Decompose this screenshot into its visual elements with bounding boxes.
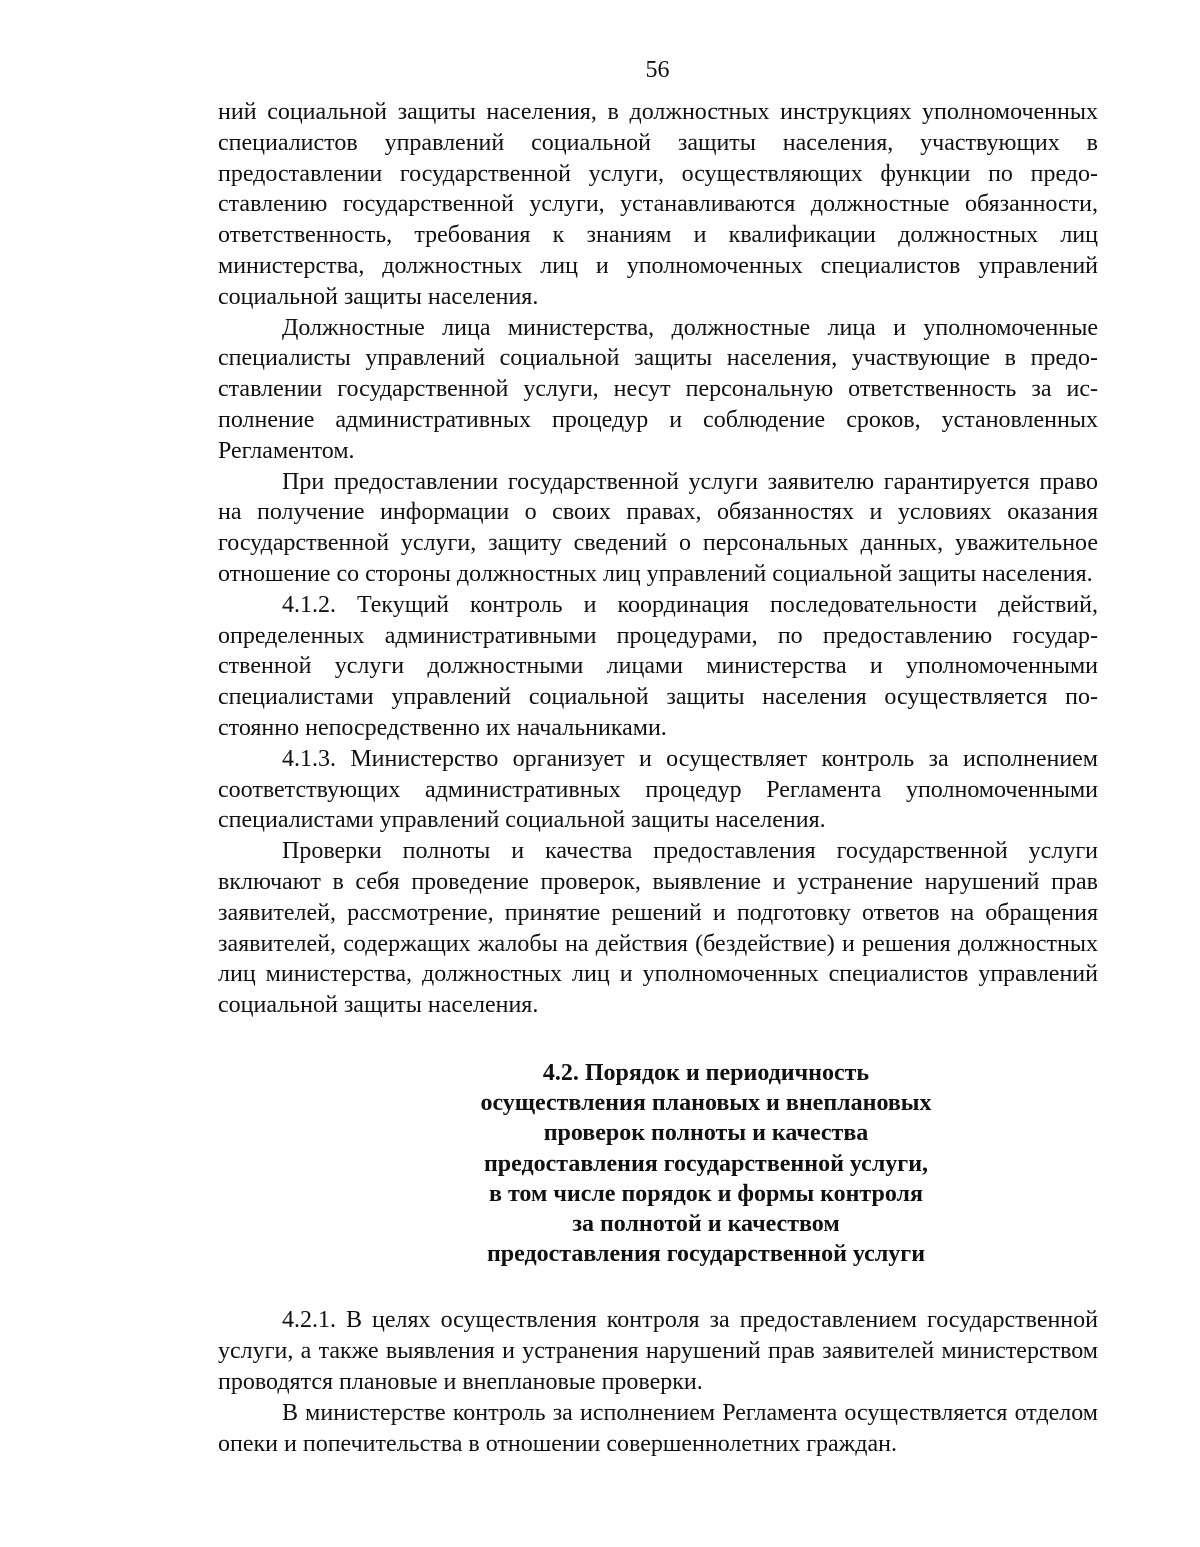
paragraph-4-2-1: 4.2.1. В целях осуществления контроля за предоставлением государственной услуги, а также выявления и устранения нарушений прав заявителей министерством проводятся плановые и внеплановые проверки. bbox=[218, 1307, 1098, 1395]
paragraph-inspections: Проверки полноты и качества предоставления государственной услуги включают в себя проведение проверок, выявление и устранение нарушений прав заявителей, рассмотрение, принятие решений и подготовку ответов на обращения заявителей, содержащих жалобы на действия (бездействие) и решения должностных лиц министерства, должностных лиц и уполномоченных специалистов управлений социальной защиты населения. bbox=[218, 838, 1098, 1019]
paragraph-ministry-control: В министерстве контроль за исполнением Регламента осуществляется отделом опеки и попечительства в отношении совершеннолетних граждан. bbox=[218, 1399, 1098, 1457]
heading-line: проверок полноты и качества bbox=[543, 1120, 869, 1147]
paragraph-4-1-2: 4.1.2. Текущий контроль и координация последовательности действий, определенных административными процедурами, по предоставлению государственной услуги должностными лицами министерства и уполномоченными специалистами управлений социальной защиты населения осуществляется постоянно непосредственно их начальниками. bbox=[218, 591, 1098, 741]
paragraph-applicant-rights: При предоставлении государственной услуги заявителю гарантируется право на получение информации о своих правах, обязанностях и условиях оказания государственной услуги, защиту сведений о персональных данных, уважительное отношение со стороны должностных лиц управлений социальной защиты населения. bbox=[218, 468, 1098, 587]
heading-line: в том числе порядок и формы контроля bbox=[489, 1180, 923, 1207]
heading-line: за полнотой и качеством bbox=[572, 1210, 840, 1237]
document-body bbox=[218, 97, 1098, 1459]
heading-line: осуществления плановых и внеплановых bbox=[480, 1090, 932, 1117]
paragraph-continuation: ний социальной защиты населения, в должностных инструкциях уполномоченных специалистов управлений социальной защиты населения, участвующих в предоставлении государственной услуги, осуществляющих функции по предоставлению государственной услуги, устанавливаются должностные обязанности, ответственность, требования к знаниям и квалификации должностных лиц министерства, должностных лиц и уполномоченных специалистов управлений социальной защиты населения. bbox=[218, 99, 1098, 310]
section-heading-4-2 bbox=[218, 1058, 1098, 1269]
paragraph-4-1-3: 4.1.3. Министерство организует и осуществляет контроль за исполнением соответствующих административных процедур Регламента уполномоченными специалистами управлений социальной защиты населения. bbox=[218, 745, 1098, 834]
heading-line: предоставления государственной услуги bbox=[486, 1241, 926, 1268]
paragraph-officials-responsibility: Должностные лица министерства, должностные лица и уполномоченные специалисты управлений социальной защиты населения, участвующие в предоставлении государственной услуги, несут персональную ответственность за исполнение административных процедур и соблюдение сроков, установленных Регламентом. bbox=[218, 314, 1098, 464]
page-number: 56 bbox=[645, 57, 670, 83]
heading-line: 4.2. Порядок и периодичность bbox=[542, 1059, 870, 1086]
heading-line: предоставления государственной услуги, bbox=[483, 1150, 929, 1177]
